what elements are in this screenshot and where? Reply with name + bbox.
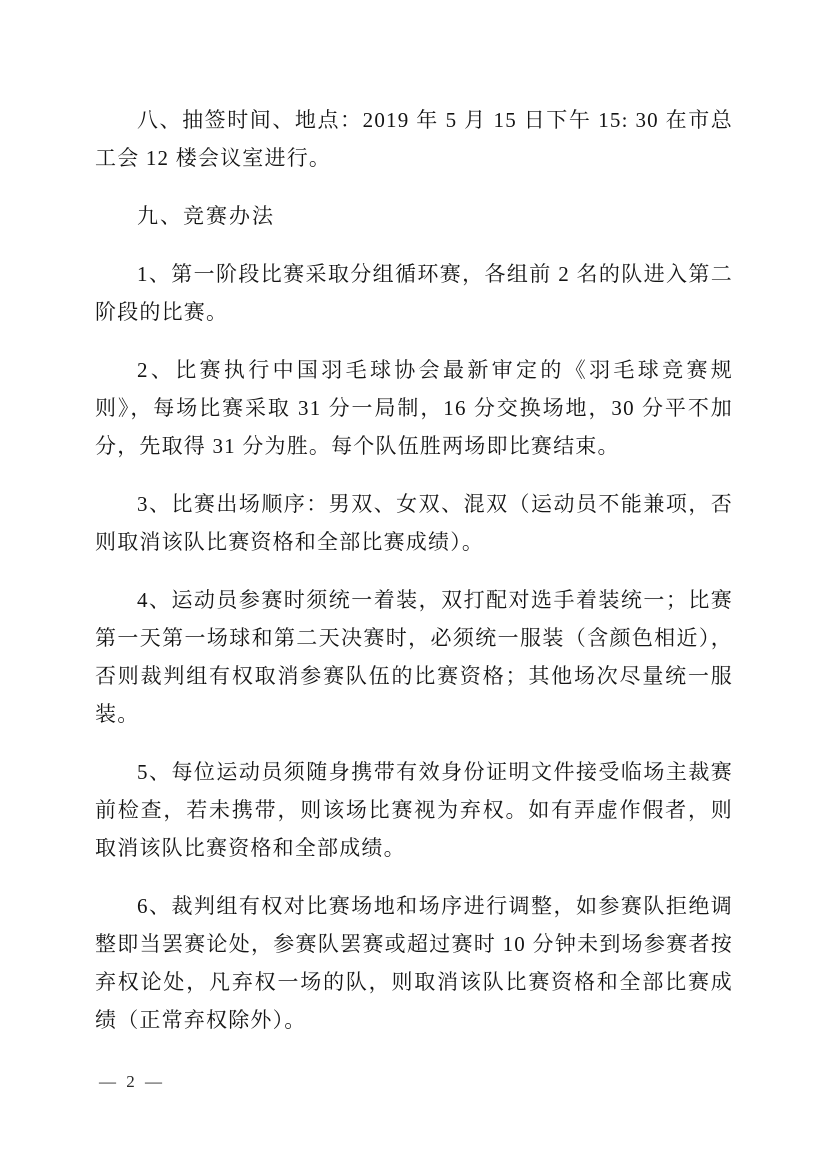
para-rule-6-schedule-adjustment: 6、裁判组有权对比赛场地和场序进行调整，如参赛队拒绝调整即当罢赛论处，参赛队罢赛或超过赛时 10 分钟未到场参赛者按弃权论处，凡弃权一场的队，则取消该队比赛资格和全部比赛成绩（正常弃权除外）。	[95, 894, 733, 1032]
para-rule-1-group-stage: 1、第一阶段比赛采取分组循环赛，各组前 2 名的队进入第二阶段的比赛。	[95, 262, 733, 324]
document-body	[95, 101, 733, 1059]
para-section-8-draw-time-location: 八、抽签时间、地点：2019 年 5 月 15 日下午 15: 30 在市总工会 12 楼会议室进行。	[95, 108, 733, 170]
para-rule-2-scoring-rules: 2、比赛执行中国羽毛球协会最新审定的《羽毛球竞赛规则》，每场比赛采取 31 分一局制，16 分交换场地，30 分平不加分，先取得 31 分为胜。每个队伍胜两场即比赛结束。	[95, 358, 733, 458]
para-rule-5-id-check: 5、每位运动员须随身携带有效身份证明文件接受临场主裁赛前检查，若未携带，则该场比赛视为弃权。如有弄虚作假者，则取消该队比赛资格和全部成绩。	[95, 760, 733, 860]
para-rule-3-match-order: 3、比赛出场顺序：男双、女双、混双（运动员不能兼项，否则取消该队比赛资格和全部比赛成绩）。	[95, 492, 733, 554]
page-number: — 2 —	[99, 1072, 165, 1091]
heading-section-9-competition-method: 九、竞赛办法	[137, 204, 275, 228]
para-rule-4-uniform-requirement: 4、运动员参赛时须统一着装，双打配对选手着装统一；比赛第一天第一场球和第二天决赛时，必须统一服装（含颜色相近），否则裁判组有权取消参赛队伍的比赛资格；其他场次尽量统一服装。	[95, 588, 733, 726]
